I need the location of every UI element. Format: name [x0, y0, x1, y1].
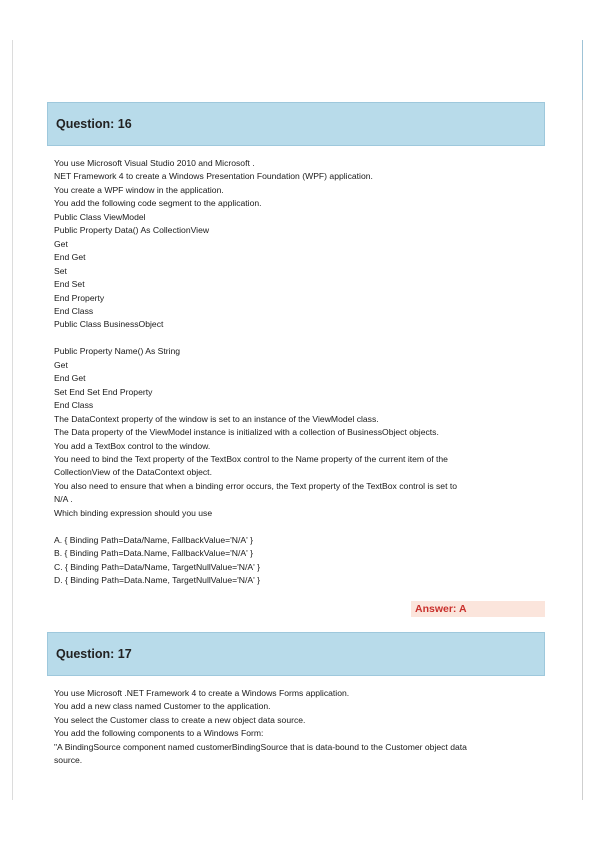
q16-option-b: B. { Binding Path=Data.Name, FallbackValue='N/A' } [54, 548, 253, 559]
q16-code-line: End Get [54, 373, 86, 384]
question-16-header [47, 102, 545, 146]
q17-stem-line: source. [54, 755, 83, 766]
question-17-header [47, 632, 545, 676]
q16-code-line: Public Class BusinessObject [54, 319, 164, 330]
q16-code-line: End Class [54, 400, 94, 411]
page-left-edge [12, 40, 13, 800]
q17-stem-line: You add a new class named Customer to the application. [54, 701, 271, 712]
q16-code-line: Public Property Name() As String [54, 346, 181, 357]
q16-stem-line: The DataContext property of the window is set to an instance of the ViewModel class. [54, 413, 379, 424]
q16-stem-line: You create a WPF window in the application. [54, 184, 224, 195]
q16-stem-line: You add the following code segment to the application. [54, 198, 262, 209]
q16-code-line: Get [54, 238, 68, 249]
page-right-edge [582, 40, 583, 800]
q16-spacer [54, 520, 546, 533]
q16-stem-line: CollectionView of the DataContext object. [54, 467, 212, 478]
q16-stem-line: N/A . [54, 494, 73, 505]
page-right-edge-accent [582, 40, 583, 100]
q16-spacer [54, 332, 546, 345]
q16-code-line: Set End Set End Property [54, 386, 153, 397]
q16-option-d: D. { Binding Path=Data.Name, TargetNullValue='N/A' } [54, 575, 260, 586]
q16-stem-line: NET Framework 4 to create a Windows Presentation Foundation (WPF) application. [54, 171, 373, 182]
question-17-body [54, 687, 546, 768]
q16-code-line: End Class [54, 305, 94, 316]
q16-code-line: End Get [54, 252, 86, 263]
q16-stem-line: Which binding expression should you use [54, 507, 213, 518]
q16-stem-line: The Data property of the ViewModel instance is initialized with a collection of BusinessObject objects. [54, 427, 439, 438]
q16-code-line: Public Class ViewModel [54, 211, 146, 222]
q16-code-line: End Property [54, 292, 105, 303]
q16-stem-line: You use Microsoft Visual Studio 2010 and Microsoft . [54, 158, 255, 168]
q16-option-c: C. { Binding Path=Data/Name, TargetNullValue='N/A' } [54, 561, 260, 572]
question-16-title: Question: 16 [56, 117, 132, 131]
q16-code-line: End Set [54, 279, 85, 290]
question-16-answer [411, 601, 545, 617]
q17-stem-line: You add the following components to a Windows Form: [54, 728, 264, 739]
q16-code-line: Get [54, 359, 68, 370]
q17-stem-line: "A BindingSource component named customerBindingSource that is data-bound to the Customer object data [54, 741, 467, 752]
q16-option-a: A. { Binding Path=Data/Name, FallbackValue='N/A' } [54, 534, 253, 545]
q16-code-line: Set [54, 265, 67, 276]
q17-stem-line: You select the Customer class to create a new object data source. [54, 714, 306, 725]
q16-code-line: Public Property Data() As CollectionView [54, 225, 210, 236]
q16-stem-line: You need to bind the Text property of the TextBox control to the Name property of the current item of the [54, 453, 448, 464]
question-16-body [54, 157, 546, 587]
answer-text: Answer: A [415, 603, 467, 615]
q16-stem-line: You also need to ensure that when a binding error occurs, the Text property of the TextBox control is set to [54, 480, 458, 491]
question-17-title: Question: 17 [56, 647, 132, 661]
q16-stem-line: You add a TextBox control to the window. [54, 440, 211, 451]
q17-stem-line: You use Microsoft .NET Framework 4 to create a Windows Forms application. [54, 688, 350, 698]
